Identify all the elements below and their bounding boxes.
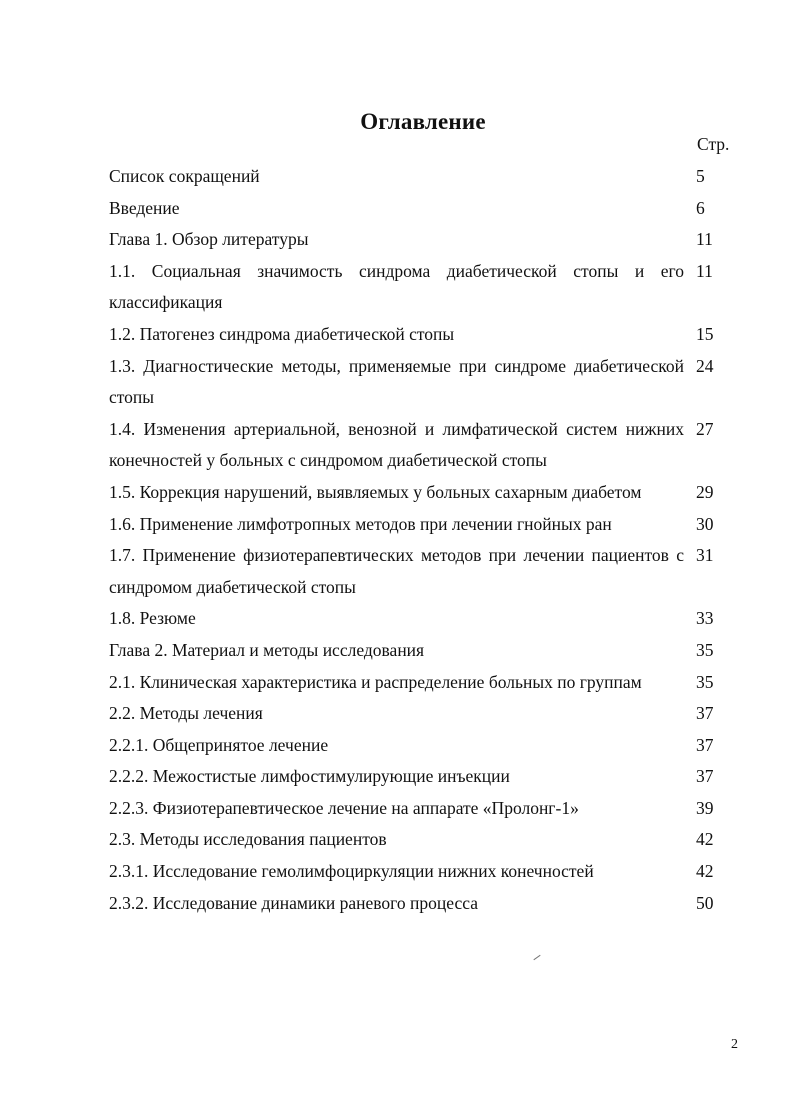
toc-entry-page: 37	[696, 766, 714, 787]
toc-entry-page: 50	[696, 892, 714, 913]
toc-entry	[109, 319, 749, 351]
toc-entry-page: 31	[696, 545, 714, 566]
toc-entry-page: 35	[696, 639, 714, 660]
page-number: 2	[731, 1037, 738, 1052]
toc-entry	[109, 603, 749, 635]
toc-entry-page: 5	[696, 166, 705, 186]
toc-entry	[109, 856, 749, 888]
toc-entry-page: 30	[696, 513, 714, 534]
toc-entry	[109, 824, 749, 856]
toc-entry-page: 37	[696, 734, 714, 755]
toc-entry	[109, 224, 749, 256]
toc-entry-page: 15	[696, 323, 714, 344]
toc-entry-title: 1.2. Патогенез синдрома диабетической стопы	[109, 323, 455, 344]
toc-entry-title: 1.5. Коррекция нарушений, выявляемых у больных сахарным диабетом	[109, 481, 642, 502]
toc-entry	[109, 161, 749, 193]
toc-entry-page: 42	[696, 829, 714, 850]
toc-entry	[109, 193, 749, 225]
toc-entry-page: 6	[696, 197, 705, 218]
toc-entry	[109, 256, 749, 319]
toc-entry-page: 33	[696, 608, 714, 629]
toc-entry-page: 27	[696, 418, 714, 439]
toc-entry-title: 1.8. Резюме	[109, 608, 196, 629]
toc-entry-title: 1.4. Изменения артериальной, венозной и лимфатической систем нижних конечностей у больных с синдромом диабетической стопы	[109, 418, 684, 471]
toc-entry-title: 2.3.2. Исследование динамики раневого процесса	[109, 892, 478, 913]
toc-entry	[109, 477, 749, 509]
toc-entry-title: Введение	[109, 197, 180, 218]
toc-entry	[109, 667, 749, 699]
toc-entry-title: 1.3. Диагностические методы, применяемые при синдроме диабетической стопы	[109, 355, 684, 408]
toc-entry	[109, 414, 749, 477]
toc-entry-title: 1.1. Социальная значимость синдрома диабетической стопы и его классификация	[109, 260, 684, 313]
toc-entry-title: 2.2.3. Физиотерапевтическое лечение на аппарате «Пролонг-1»	[109, 797, 579, 818]
toc-entry-title: 1.7. Применение физиотерапевтических методов при лечении пациентов с синдромом диабетической стопы	[109, 545, 684, 597]
toc-entry-title: Список сокращений	[109, 166, 260, 186]
table-of-contents	[109, 161, 749, 919]
toc-entry	[109, 540, 749, 603]
toc-entry-page: 29	[696, 481, 714, 502]
toc-entry-page: 11	[696, 260, 713, 281]
page-title: Оглавление	[360, 109, 486, 135]
toc-entry-title: Глава 2. Материал и методы исследования	[109, 639, 425, 660]
toc-entry-title: 1.6. Применение лимфотропных методов при лечении гнойных ран	[109, 513, 612, 534]
toc-entry-page: 11	[696, 229, 713, 250]
toc-entry-title: 2.3.1. Исследование гемолимфоциркуляции нижних конечностей	[109, 861, 594, 882]
toc-entry-page: 42	[696, 861, 714, 882]
toc-entry-page: 39	[696, 797, 714, 818]
toc-entry-title: 2.1. Клиническая характеристика и распределение больных по группам	[109, 671, 642, 692]
toc-entry-page: 24	[696, 355, 714, 376]
toc-entry	[109, 698, 749, 730]
toc-entry-page: 37	[696, 703, 714, 724]
toc-entry-page: 35	[696, 671, 714, 692]
toc-entry-title: 2.2.2. Межостистые лимфостимулирующие инъекции	[109, 766, 510, 787]
toc-entry	[109, 730, 749, 762]
toc-entry-title: 2.2. Методы лечения	[109, 703, 263, 724]
toc-entry-title: 2.3. Методы исследования пациентов	[109, 829, 387, 850]
toc-entry	[109, 761, 749, 793]
toc-entry	[109, 509, 749, 541]
scan-mark	[533, 955, 540, 960]
toc-entry-title: 2.2.1. Общепринятое лечение	[109, 734, 329, 755]
page-column-label: Стр.	[697, 134, 730, 154]
toc-entry-title: Глава 1. Обзор литературы	[109, 229, 309, 250]
toc-entry	[109, 351, 749, 414]
toc-entry	[109, 888, 749, 920]
toc-entry	[109, 793, 749, 825]
toc-entry	[109, 635, 749, 667]
